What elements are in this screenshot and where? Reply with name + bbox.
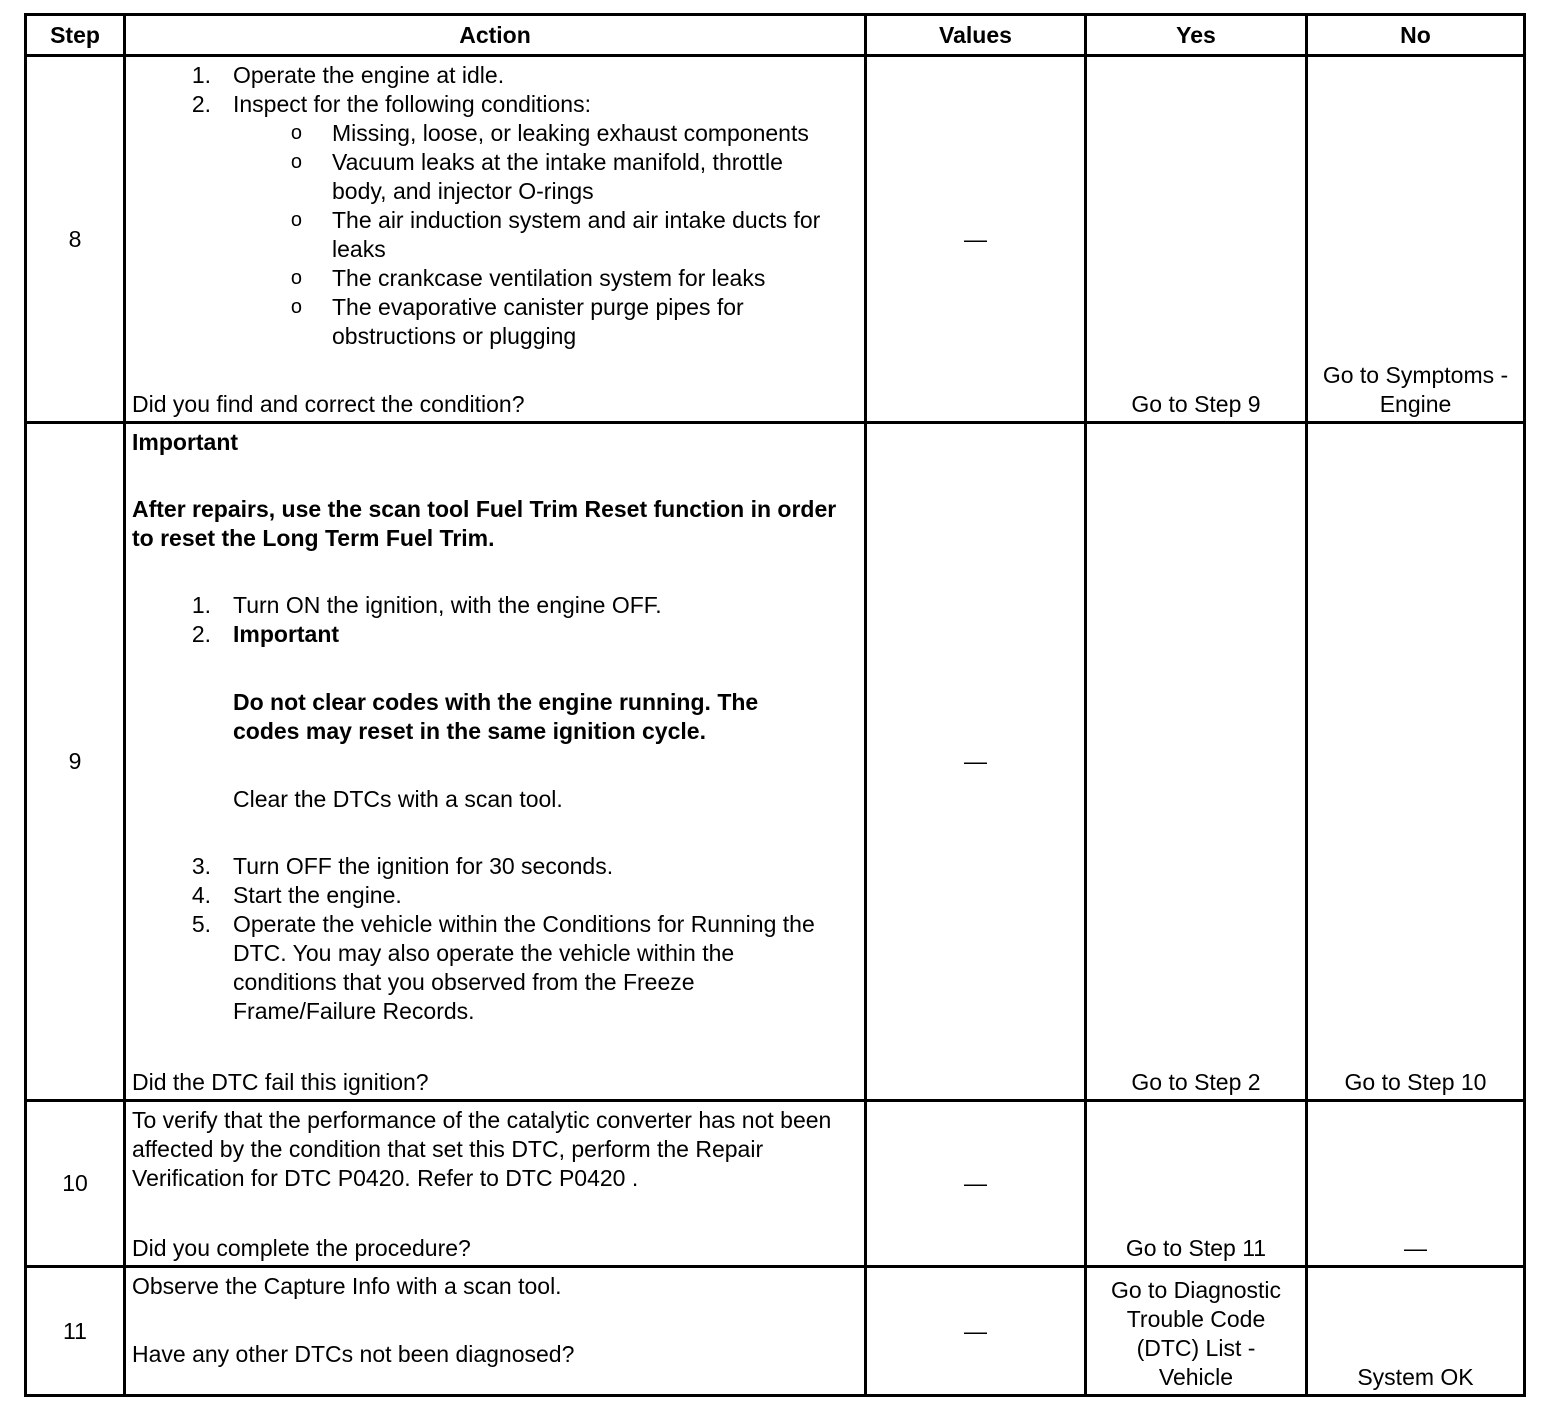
important-note: Do not clear codes with the engine running. The codes may reset in the same ignition cycle. [233,689,759,744]
bullet: o [290,296,302,318]
bullet: o [290,209,302,231]
list-item-continuation [132,785,858,814]
values-cell: — [964,748,987,774]
list-text: Operate the vehicle within the Conditions for Running the DTC. You may also operate the vehicle within the conditions that you observed from the Freeze Frame/Failure Records. [233,911,815,1024]
bullet: o [290,267,302,289]
step-number: 8 [68,225,82,252]
list-text: Inspect for the following conditions: [233,91,591,117]
diagnostic-table [24,13,1526,1397]
sub-item [132,148,858,206]
action-cell [126,1268,864,1394]
step-number: 10 [62,1170,88,1196]
sub-text: The crankcase ventilation system for leaks [332,265,766,291]
no-cell: System OK [1357,1364,1474,1390]
header-row [27,16,1523,54]
header-no: No [1400,21,1431,48]
question-text: Did the DTC fail this ignition? [132,1069,429,1095]
question-text: Did you find and correct the condition? [132,391,525,417]
action-cell [126,57,864,421]
step-number: 11 [63,1317,87,1344]
no-cell: Go to Symptoms - Engine [1322,362,1509,417]
action-text: Observe the Capture Info with a scan tool. [132,1273,562,1299]
list-item [132,852,858,881]
yes-cell: Go to Step 2 [1131,1069,1261,1095]
yes-cell: Go to Step 11 [1125,1235,1267,1261]
list-text: Important [233,621,340,647]
sub-item [132,264,858,293]
question-text: Have any other DTCs not been diagnosed? [132,1341,575,1367]
list-item [132,620,858,649]
important-text: After repairs, use the scan tool Fuel Trim Reset function in order to reset the Long Term Fuel Trim. [132,496,837,551]
sub-text: The air induction system and air intake ducts for leaks [332,207,821,262]
sub-item [132,119,858,148]
table-row-step-10 [27,1102,1523,1265]
values-cell: — [964,1170,987,1196]
action-text: To verify that the performance of the catalytic converter has not been affected by the condition that set this DTC, perform the Repair Verification for DTC P0420. Refer to DTC P0420 . [132,1107,832,1191]
list-number: 2. [191,621,211,647]
table-row-step-11 [27,1268,1523,1394]
list-number: 1. [191,592,211,618]
list-number: 1. [191,62,211,88]
list-item [132,90,858,119]
table-row-step-8 [27,57,1523,421]
list-text: Start the engine. [233,882,402,908]
list-text: Turn ON the ignition, with the engine OFF. [233,592,662,618]
list-text: Operate the engine at idle. [233,62,505,88]
header-yes: Yes [1176,21,1216,48]
sub-item [132,206,858,264]
values-cell: — [964,1317,987,1344]
no-cell: — [1404,1235,1427,1261]
no-cell: Go to Step 10 [1344,1069,1487,1095]
action-cell [126,1102,864,1265]
list-item [132,61,858,90]
list-text: Turn OFF the ignition for 30 seconds. [233,853,614,879]
list-number: 5. [191,911,211,937]
header-action: Action [459,21,531,48]
list-number: 2. [191,91,211,117]
yes-cell: Go to Step 9 [1131,391,1261,417]
header-values: Values [939,21,1012,48]
values-cell: — [964,225,987,252]
list-item [132,910,858,1026]
important-label: Important [132,429,239,455]
sub-item [132,293,858,351]
header-step: Step [50,21,100,48]
question-text: Did you complete the procedure? [132,1235,471,1261]
yes-cell: Go to Diagnostic Trouble Code (DTC) List - Vehicle [1110,1277,1282,1390]
table-row-step-9 [27,424,1523,1099]
step-number: 9 [68,748,82,774]
list-item [132,881,858,910]
list-number: 3. [191,853,211,879]
list-text: Clear the DTCs with a scan tool. [233,786,563,812]
sub-text: Vacuum leaks at the intake manifold, throttle body, and injector O-rings [332,149,783,204]
bullet: o [290,122,302,144]
sub-text: Missing, loose, or leaking exhaust components [332,120,809,146]
list-item-continuation [132,688,858,746]
sub-text: The evaporative canister purge pipes for obstructions or plugging [332,294,744,349]
list-number: 4. [191,882,211,908]
bullet: o [290,151,302,173]
list-item [132,591,858,620]
action-cell [126,424,864,1099]
